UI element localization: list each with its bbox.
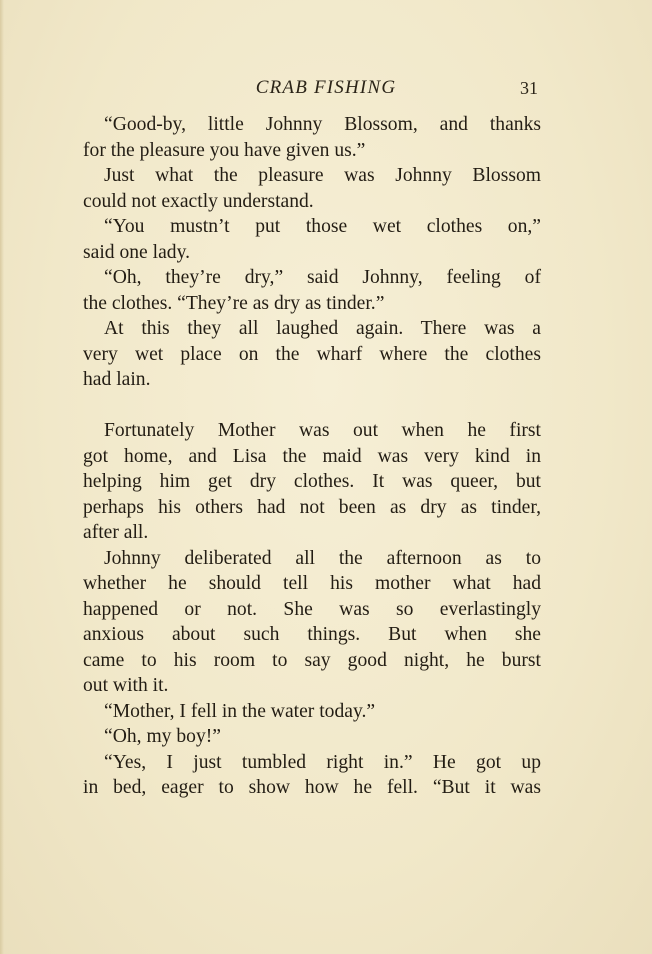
running-title: CRAB FISHING: [255, 77, 397, 98]
text-line: “Good-by, little Johnny Blossom, and thanks: [104, 114, 541, 135]
running-head: [0, 74, 652, 102]
text-line: could not exactly understand.: [83, 190, 314, 212]
text-line: helping him get dry clothes. It was queer, but: [83, 471, 541, 492]
text-line: the clothes. “They’re as dry as tinder.”: [83, 292, 385, 314]
text-line: Just what the pleasure was Johnny Blossom: [104, 165, 541, 186]
text-line: “You mustn’t put those wet clothes on,”: [104, 216, 541, 237]
text-line: Johnny deliberated all the afternoon as to: [104, 547, 541, 569]
text-line: “Mother, I fell in the water today.”: [104, 700, 376, 722]
text-line: whether he should tell his mother what had: [83, 573, 541, 594]
text-line: in bed, eager to show how he fell. “But it was: [83, 777, 541, 798]
text-line: anxious about such things. But when she: [83, 624, 541, 645]
body-text: [83, 112, 541, 801]
text-line: “Oh, they’re dry,” said Johnny, feeling of: [104, 267, 541, 288]
text-line: “Oh, my boy!”: [104, 726, 221, 747]
text-line: very wet place on the wharf where the clothes: [83, 343, 541, 365]
text-line: “Yes, I just tumbled right in.” He got up: [104, 751, 541, 773]
text-line: perhaps his others had not been as dry as tinder,: [83, 496, 541, 518]
text-line: got home, and Lisa the maid was very kind in: [83, 445, 541, 467]
text-line: said one lady.: [83, 241, 191, 263]
text-line: Fortunately Mother was out when he first: [104, 420, 541, 441]
text-line: At this they all laughed again. There was a: [104, 318, 541, 339]
text-line: for the pleasure you have given us.”: [83, 139, 366, 161]
section-break: [83, 393, 541, 419]
text-line: out with it.: [83, 675, 169, 696]
page-number: 31: [520, 78, 538, 98]
text-line: after all.: [83, 522, 149, 543]
text-line: came to his room to say good night, he burst: [83, 649, 541, 671]
text-line: had lain.: [83, 369, 151, 390]
page-edge-shading: [0, 0, 4, 954]
text-line: happened or not. She was so everlastingly: [83, 598, 541, 620]
